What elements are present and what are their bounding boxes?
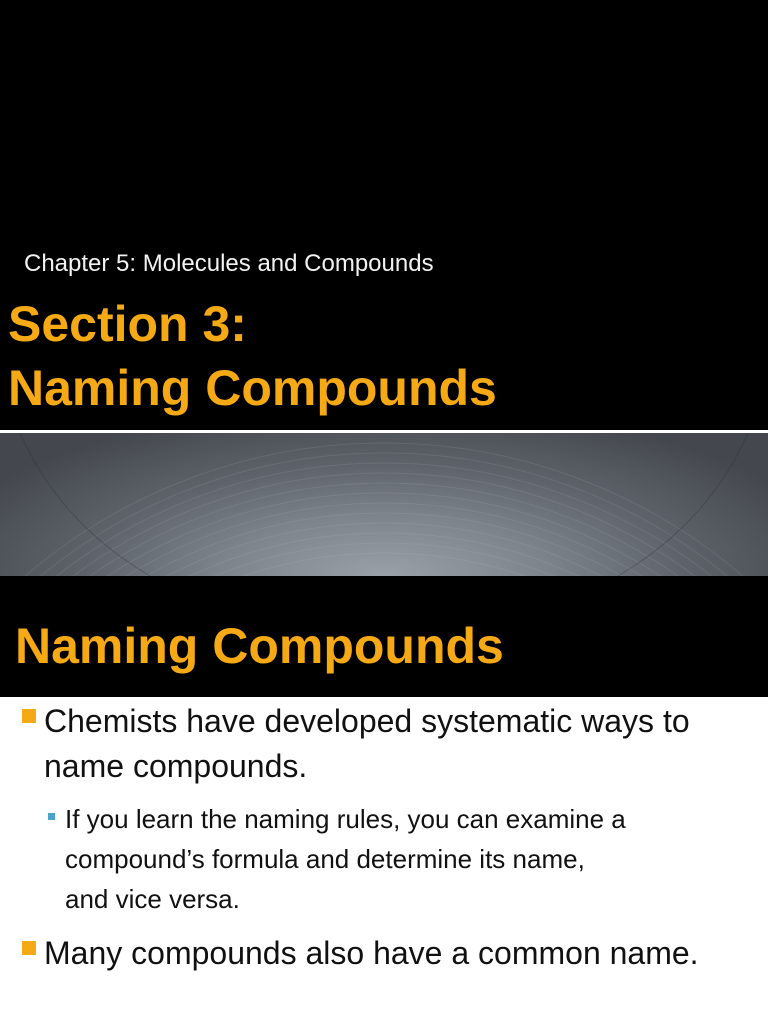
sub-bullet-1-line3: and vice versa. xyxy=(65,884,240,914)
decorative-band xyxy=(0,433,768,576)
content-heading: Naming Compounds xyxy=(15,618,504,674)
slide-title xyxy=(8,292,497,420)
sub-bullet-1-line2: compound’s formula and determine its name, xyxy=(65,844,585,874)
square-sub-bullet-icon xyxy=(48,813,55,820)
bullet-2-line1: Many compounds also have a common name. xyxy=(44,935,699,971)
content-body xyxy=(0,699,768,1024)
square-bullet-icon xyxy=(22,941,36,955)
slide-title-line2: Naming Compounds xyxy=(8,360,497,416)
bullet-1-line2: name compounds. xyxy=(44,748,308,784)
decorative-arcs xyxy=(0,433,768,576)
content-slide xyxy=(0,576,768,1024)
bullet-1-line1: Chemists have developed systematic ways to xyxy=(44,703,690,739)
square-bullet-icon xyxy=(22,709,36,723)
slide-subtitle: Chapter 5: Molecules and Compounds xyxy=(24,250,434,277)
slide-title-line1: Section 3: xyxy=(8,296,247,352)
sub-bullet-1-line1: If you learn the naming rules, you can examine a xyxy=(65,804,626,834)
